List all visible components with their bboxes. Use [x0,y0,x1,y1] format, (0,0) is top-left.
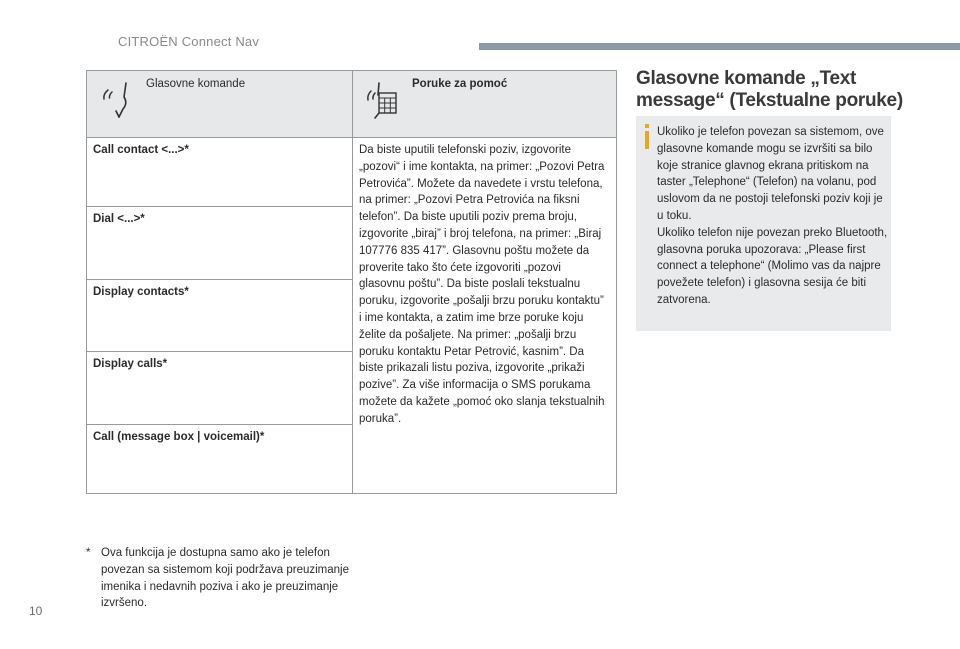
info-text [657,124,889,309]
command-display-calls: Display calls* [87,352,353,425]
command-call-contact: Call contact <...>* [87,138,353,207]
voice-command-icon [99,81,133,119]
brand-header: CITROËN Connect Nav [118,34,260,49]
help-messages-icon [365,81,399,119]
command-display-contacts: Display contacts* [87,280,353,352]
page-number: 10 [29,604,43,618]
table-header-left [87,71,353,138]
footnote-text: Ova funkcija je dostupna samo ako je telefon povezan sa sistemom koji podržava preuzimanje imenika i nedavnih poziva i ako je preuzimanje izvršeno. [101,547,350,610]
footnote-marker: * [86,547,91,559]
table-header-voice-commands: Glasovne komande [146,78,246,90]
command-dial: Dial <...>* [87,207,353,280]
table-row [87,138,617,207]
info-icon [645,124,650,150]
command-call-voicemail: Call (message box | voicemail)* [87,425,353,494]
info-box [636,116,891,331]
info-paragraph-not-connected: Ukoliko telefon nije povezan preko Bluetooth, glasovna poruka upozorava: „Please first connect a telephone“ (Molimo vas da najpre povežete telefon) i glasovna sesija će biti zatvorena. [657,226,888,306]
footnote [86,545,356,612]
header-bar [479,43,960,50]
help-description: Da biste uputili telefonski poziv, izgovorite „pozovi“ i ime kontakta, na primer: „Pozovi Petra Petrovića”. Možete da navedete i vrstu telefona, na primer: „Pozovi Petra Petrovića na fiksni telefon”. Da biste uputili poziv prema broju, izgovorite „biraj” i broj telefona, na primer: „Biraj 107776 835 417”. Glasovnu poštu možete da proverite tako što ćete izgovoriti „pozovi glasovnu poštu”. Da biste poslali tekstualnu poruku, izgovorite „pošalji brzu poruku kontaktu” i ime kontakta, a zatim ime brze poruke koju želite da pošaljete. Na primer: „pošalji brzu poruku kontaktu Petar Petrović, kasnim”. Da biste prikazali listu poziva, izgovorite „prikaži pozive”. Za više informacija o SMS porukama možete da kažete „pomoć oko slanja tekstualnih poruka”. [353,138,617,494]
info-paragraph-connected: Ukoliko je telefon povezan sa sistemom, ove glasovne komande mogu se izvršiti sa bilo koje stranice glavnog ekrana pritiskom na taster „Telephone“ (Telefon) na volanu, pod uslovom da ne postoji telefonski poziv koji je u toku. [657,126,884,222]
table-header-help-messages: Poruke za pomoć [412,78,508,90]
table-header-right [353,71,617,138]
voice-commands-table [86,70,617,494]
section-title: Glasovne komande „Text message“ (Tekstualne poruke) [636,68,903,111]
table-header-row [87,71,617,138]
